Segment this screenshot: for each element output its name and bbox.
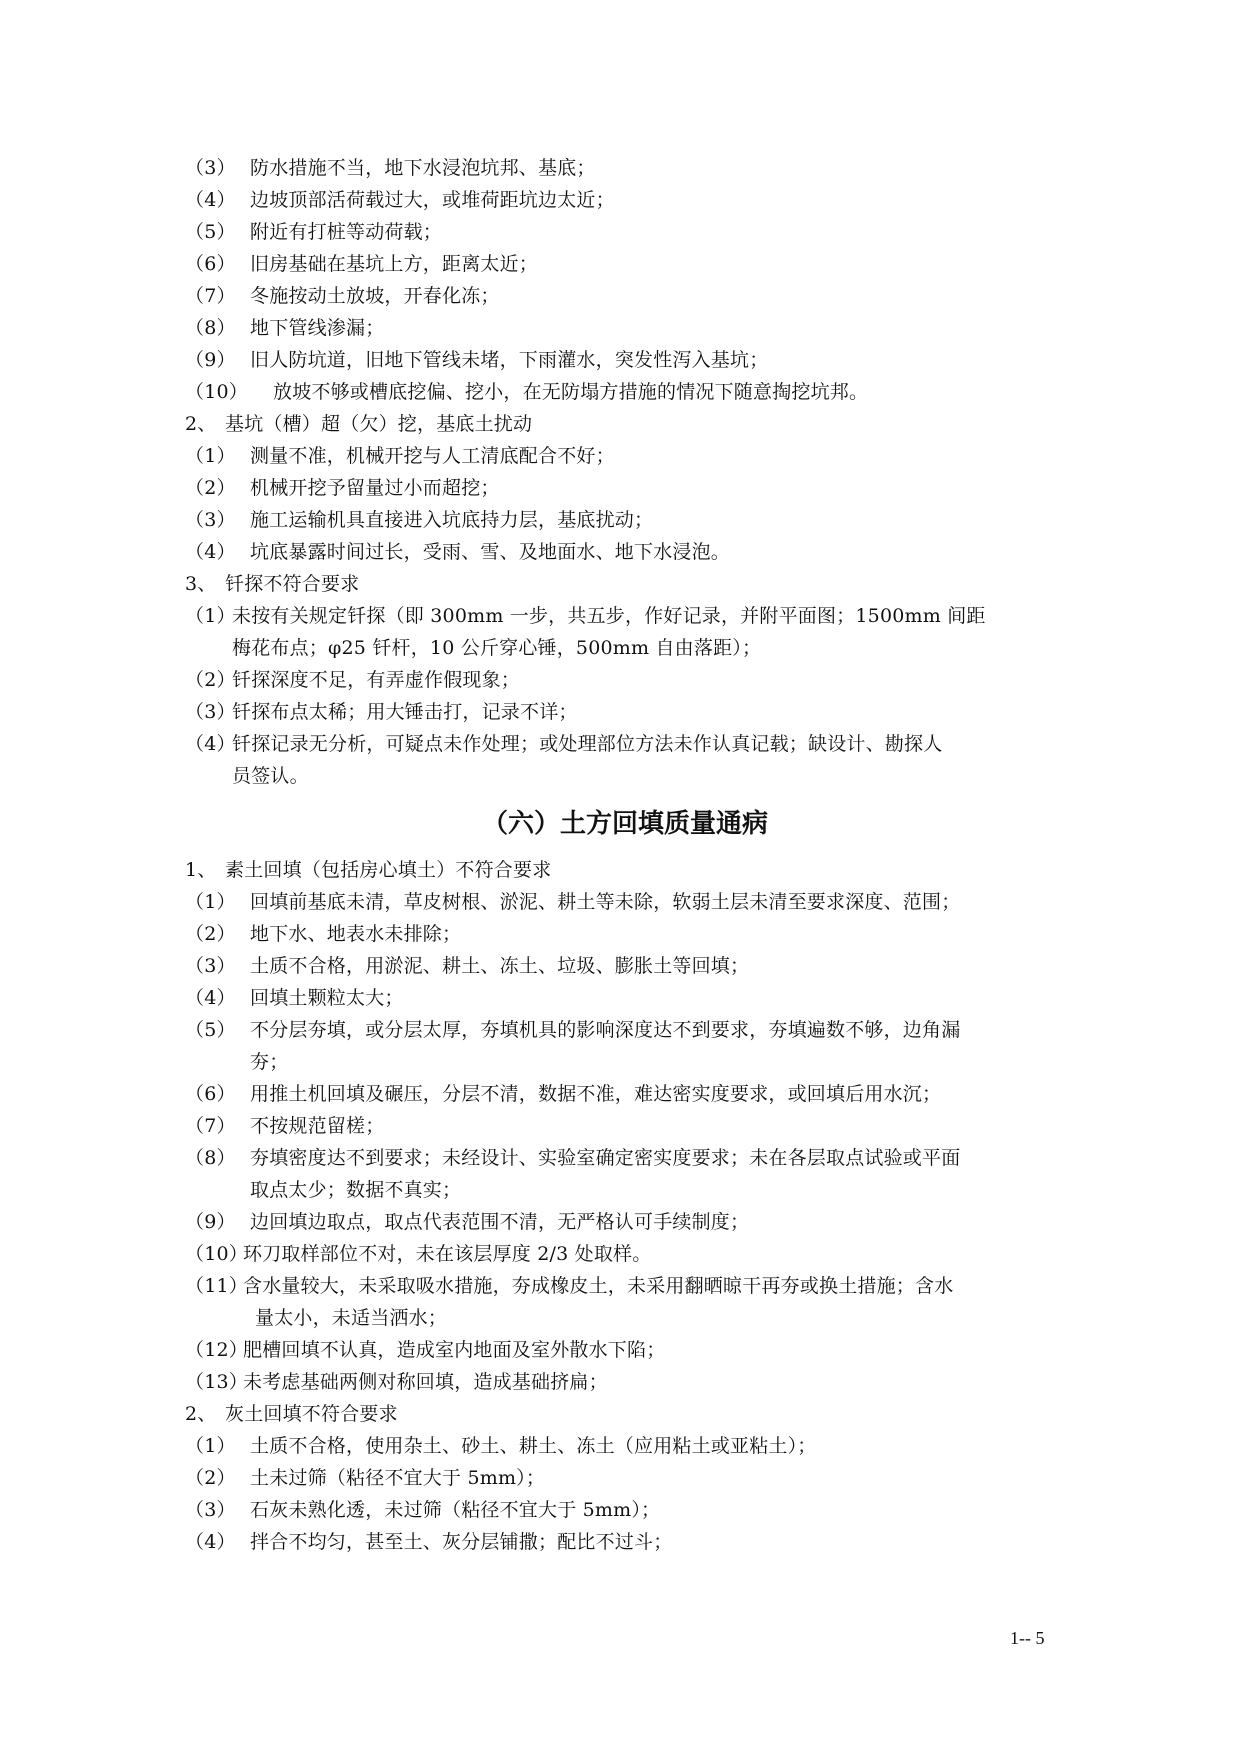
list-item: （1） 土质不合格，使用杂土、砂土、耕土、冻土（应用粘土或亚粘土）； (185, 1435, 817, 1457)
list-item: （3） 土质不合格，用淤泥、耕土、冻土、垃圾、膨胀土等回填； (185, 955, 750, 977)
list-item-continuation: 梅花布点；φ25 钎杆，10 公斤穿心锤，500mm 自由落距）； (232, 637, 762, 659)
list-item: （8） 地下管线渗漏； (185, 317, 385, 339)
list-item: （5） 不分层夯填，或分层太厚，夯填机具的影响深度达不到要求，夯填遍数不够，边角漏 (185, 1019, 961, 1041)
list-item: （2） 土未过筛（粘径不宜大于 5mm）； (185, 1467, 546, 1489)
section-heading: 2、 基坑（槽）超（欠）挖，基底土扰动 (185, 413, 533, 435)
section-heading: 2、 灰土回填不符合要求 (185, 1403, 398, 1425)
list-item: （3） 施工运输机具直接进入坑底持力层，基底扰动； (185, 509, 654, 531)
list-item: （4） 坑底暴露时间过长，受雨、雪、及地面水、地下水浸泡。 (185, 541, 731, 563)
list-item: （3） 钎探布点太稀；用大锤击打，记录不详； (185, 701, 578, 723)
list-item: （3） 石灰未熟化透，未过筛（粘径不宜大于 5mm）； (185, 1499, 661, 1521)
chapter-heading: （六）土方回填质量通病 (481, 809, 768, 839)
page-number: 1-- 5 (1010, 1628, 1045, 1648)
list-item: （1） 未按有关规定钎探（即 300mm 一步，共五步，作好记录，并附平面图；1500mm 间距 (185, 605, 986, 627)
section-heading: 1、 素土回填（包括房心填土）不符合要求 (185, 859, 552, 881)
list-item: （6） 旧房基础在基坑上方，距离太近； (185, 253, 539, 275)
list-item: （9） 边回填边取点，取点代表范围不清，无严格认可手续制度； (185, 1211, 750, 1233)
list-item: （11） 含水量较大，未采取吸水措施，夯成橡皮土，未采用翻晒晾干再夯或换土措施；含水 (185, 1275, 954, 1297)
list-item: （7） 不按规范留槎； (185, 1115, 385, 1137)
list-item: （4） 钎探记录无分析，可疑点未作处理；或处理部位方法未作认真记载；缺设计、勘探人 (185, 733, 943, 755)
list-item-continuation: 取点太少；数据不真实； (250, 1179, 462, 1201)
list-item: （5） 附近有打桩等动荷载； (185, 221, 443, 243)
list-item: （4） 回填土颗粒太大； (185, 987, 404, 1009)
list-item-continuation: 夯； (250, 1051, 289, 1073)
list-item: （2） 机械开挖予留量过小而超挖； (185, 477, 500, 499)
list-item: （10） 放坡不够或槽底挖偏、挖小，在无防塌方措施的情况下随意掏挖坑邦。 (185, 381, 869, 403)
list-item: （2） 钎探深度不足，有弄虚作假现象； (185, 669, 521, 691)
list-item: （4） 拌合不均匀，甚至土、灰分层铺撒；配比不过斗； (185, 1531, 673, 1553)
list-item: （2） 地下水、地表水未排除； (185, 923, 462, 945)
list-item: （7） 冬施按动土放坡，开春化冻； (185, 285, 500, 307)
section-heading: 3、 钎探不符合要求 (185, 573, 360, 595)
list-item: （6） 用推土机回填及碾压，分层不清，数据不准，难达密实度要求，或回填后用水沉； (185, 1083, 942, 1105)
list-item: （9） 旧人防坑道，旧地下管线未堵，下雨灌水，突发性泻入基坑； (185, 349, 769, 371)
list-item: （10） 环刀取样部位不对，未在该层厚度 2/3 处取样。 (185, 1243, 652, 1265)
list-item: （3） 防水措施不当，地下水浸泡坑邦、基底； (185, 157, 596, 179)
list-item-continuation: 员签认。 (232, 765, 309, 787)
list-item: （1） 测量不准，机械开挖与人工清底配合不好； (185, 445, 615, 467)
list-item: （4） 边坡顶部活荷载过大，或堆荷距坑边太近； (185, 189, 615, 211)
list-item: （8） 夯填密度达不到要求；未经设计、实验室确定密实度要求；未在各层取点试验或平面 (185, 1147, 961, 1169)
page-content (185, 152, 1065, 1558)
list-item-continuation: 量太小，未适当洒水； (255, 1307, 448, 1329)
list-item: （12） 肥槽回填不认真，造成室内地面及室外散水下陷； (185, 1339, 666, 1361)
list-item: （1） 回填前基底未清，草皮树根、淤泥、耕土等未除，软弱土层未清至要求深度、范围； (185, 891, 961, 913)
list-item: （13） 未考虑基础两侧对称回填，造成基础挤扁； (185, 1371, 608, 1393)
